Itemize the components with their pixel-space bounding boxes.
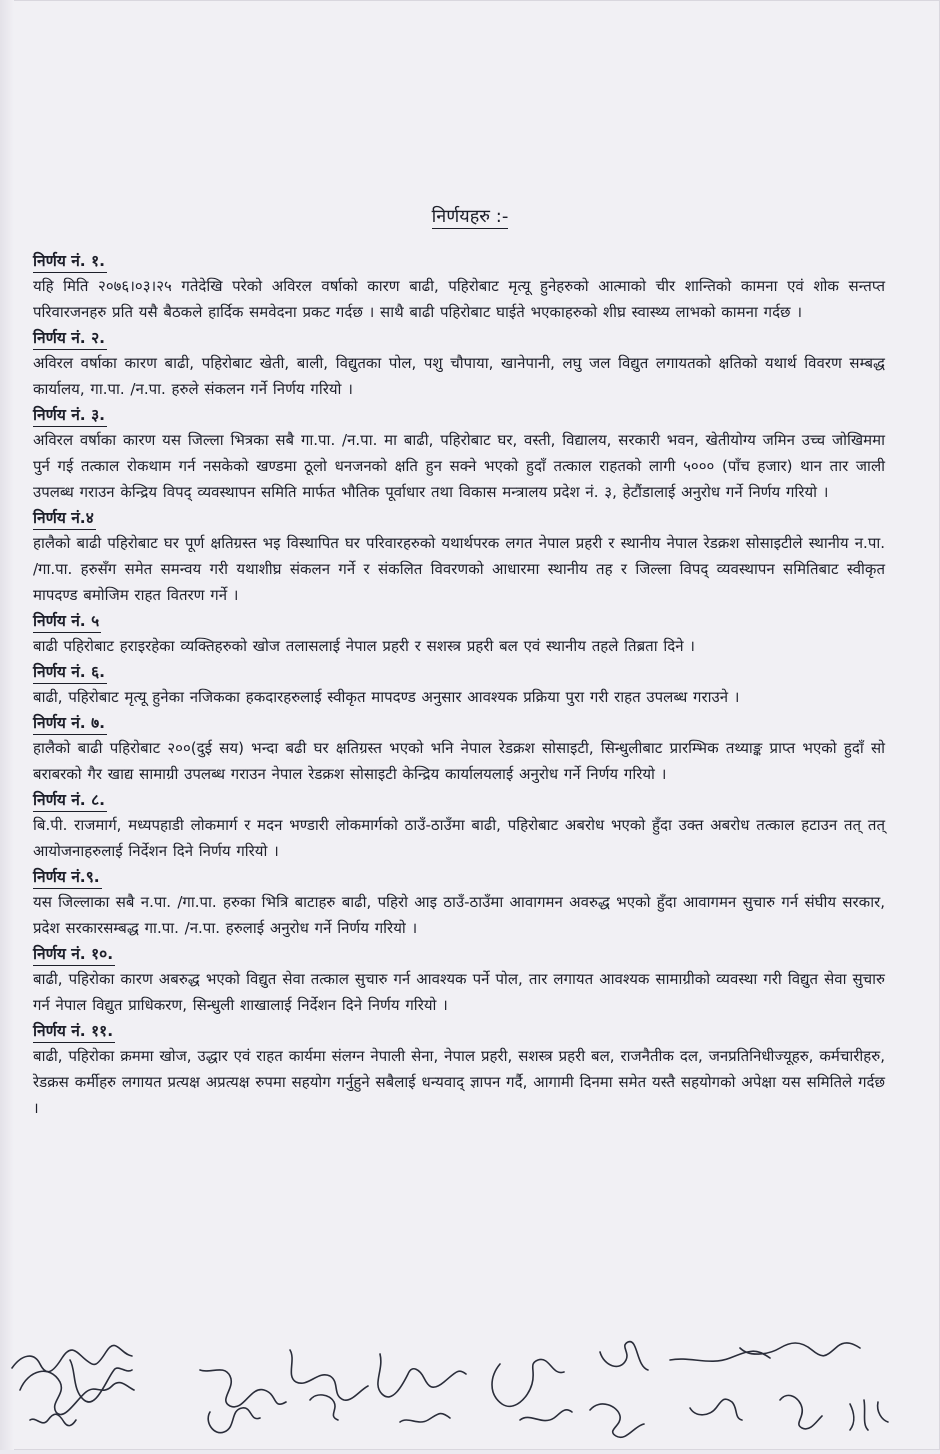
decision-title: निर्णय नं. १०. <box>33 943 115 966</box>
decisions-heading <box>0 204 940 228</box>
decision-body: बि.पी. राजमार्ग, मध्यपहाडी लोकमार्ग र मदन भण्डारी लोकमार्गको ठाउँ-ठाउँमा बाढी, पहिरोबाट अबरोध भएको हुँदा उक्त अबरोध तत्काल हटाउन तत् तत् आयोजनाहरुलाई निर्देशन दिने निर्णय गरियो । <box>33 816 885 860</box>
decision-item <box>33 610 885 659</box>
decision-body: बाढी, पहिरोका कारण अबरुद्ध भएको विद्युत सेवा तत्काल सुचारु गर्न आवश्यक पर्ने पोल, तार लगायत आवश्यक सामाग्रीको व्यवस्था गरी विद्युत सेवा सुचारु गर्न नेपाल विद्युत प्राधिकरण, सिन्धुली शाखालाई निर्देशन दिने निर्णय गरियो । <box>33 970 885 1014</box>
signatures-area <box>0 1330 940 1450</box>
decision-item <box>33 661 885 710</box>
decision-title: निर्णय नं. ८. <box>33 789 107 812</box>
decision-item <box>33 789 885 864</box>
decision-body: बाढी, पहिरोका क्रममा खोज, उद्धार एवं राहत कार्यमा संलग्न नेपाली सेना, नेपाल प्रहरी, सशस्त्र प्रहरी बल, राजनैतीक दल, जनप्रतिनिधीज्यूहरु, कर्मचारीहरु, रेडक्रस कर्मीहरु लगायत प्रत्यक्ष अप्रत्यक्ष रुपमा सहयोग गर्नुहुने सबैलाई धन्यवाद् ज्ञापन गर्दै, आगामी दिनमा समेत यस्तै सहयोगको अपेक्षा यस समितिले गर्दछ । <box>33 1047 885 1117</box>
decision-body: हालैको बाढी पहिरोबाट २००(दुई सय) भन्दा बढी घर क्षतिग्रस्त भएको भनि नेपाल रेडक्रश सोसाइटी, सिन्धुलीबाट प्रारम्भिक तथ्याङ्क प्राप्त भएको हुदाँ सो बराबरको गैर खाद्य सामाग्री उपलब्ध गराउन नेपाल रेडक्रश सोसाइटी केन्द्रिय कार्यालयलाई अनुरोध गर्ने निर्णय गरियो । <box>33 739 885 783</box>
decision-title: निर्णय नं. ३. <box>33 404 107 427</box>
decision-item <box>33 250 885 325</box>
decision-body: अविरल वर्षाका कारण यस जिल्ला भित्रका सबै गा.पा. /न.पा. मा बाढी, पहिरोबाट घर, वस्ती, विद्यालय, सरकारी भवन, खेतीयोग्य जमिन उच्च जोखिममा पुर्न गई तत्काल रोकथाम गर्न नसकेको खण्डमा ठूलो धनजनको क्षति हुन सक्ने भएको हुदाँ तत्काल राहतको लागी ५००० (पाँच हजार) थान तार जाली उपलब्ध गराउन केन्द्रिय विपद् व्यवस्थापन समिति मार्फत भौतिक पूर्वाधार तथा विकास मन्त्रालय प्रदेश नं. ३, हेटौंडालाई अनुरोध गर्ने निर्णय गरियो । <box>33 431 885 501</box>
decision-item <box>33 1020 885 1121</box>
decision-body: बाढी, पहिरोबाट मृत्यू हुनेका नजिकका हकदारहरुलाई स्वीकृत मापदण्ड अनुसार आवश्यक प्रक्रिया पुरा गरी राहत उपलब्ध गराउने । <box>33 688 740 706</box>
decision-title: निर्णय नं. ५ <box>33 610 101 633</box>
decision-item <box>33 866 885 941</box>
decision-item <box>33 327 885 402</box>
decision-title: निर्णय नं. २. <box>33 327 107 350</box>
decision-item <box>33 404 885 505</box>
decision-title: निर्णय नं.४ <box>33 507 96 530</box>
decision-title: निर्णय नं. ११. <box>33 1020 115 1043</box>
decision-title: निर्णय नं. ७. <box>33 712 107 735</box>
decision-body: यहि मिति २०७६।०३।२५ गतेदेखि परेको अविरल वर्षाको कारण बाढी, पहिरोबाट मृत्यू हुनेहरुको आत्माको चीर शान्तिको कामना एवं शोक सन्तप्त परिवारजनहरु प्रति यसै बैठकले हार्दिक समवेदना प्रकट गर्दछ । साथै बाढी पहिरोबाट घाईते भएकाहरुको शीघ्र स्वास्थ्य लाभको कामना गर्दछ । <box>33 277 885 321</box>
decision-title: निर्णय नं.९. <box>33 866 102 889</box>
decision-body: हालैको बाढी पहिरोबाट घर पूर्ण क्षतिग्रस्त भइ विस्थापित घर परिवारहरुको यथार्थपरक लगत नेपाल प्रहरी र स्थानीय नेपाल रेडक्रश सोसाइटीले स्थानीय न.पा. /गा.पा. हरुसँग समेत समन्वय गरी यथाशीघ्र संकलन गर्ने र संकलित विवरणको आधारमा स्थानीय तह र जिल्ला विपद् व्यवस्थापन समितिबाट स्वीकृत मापदण्ड बमोजिम राहत वितरण गर्ने । <box>33 534 885 604</box>
decision-body: अविरल वर्षाका कारण बाढी, पहिरोबाट खेती, बाली, विद्युतका पोल, पशु चौपाया, खानेपानी, लघु जल विद्युत लगायतको क्षतिको यथार्थ विवरण सम्बद्ध कार्यालय, गा.पा. /न.पा. हरुले संकलन गर्ने निर्णय गरियो । <box>33 354 885 398</box>
decision-item <box>33 943 885 1018</box>
decisions-list <box>33 250 885 1123</box>
decision-title: निर्णय नं. १. <box>33 250 107 273</box>
decisions-heading-text: निर्णयहरु :- <box>431 206 509 227</box>
corner-stamp-mark <box>790 0 880 8</box>
decision-item <box>33 507 885 608</box>
decision-title: निर्णय नं. ६. <box>33 661 107 684</box>
decision-item <box>33 712 885 787</box>
decision-body: यस जिल्लाका सबै न.पा. /गा.पा. हरुका भित्रि बाटाहरु बाढी, पहिरो आइ ठाउँ-ठाउँमा आवागमन अवरुद्ध भएको हुँदा आवागमन सुचारु गर्न संघीय सरकार, प्रदेश सरकारसम्बद्ध गा.पा. /न.पा. हरुलाई अनुरोध गर्ने निर्णय गरियो । <box>33 893 885 937</box>
handwritten-signatures <box>0 1330 940 1450</box>
decision-body: बाढी पहिरोबाट हराइरहेका व्यक्तिहरुको खोज तलासलाई नेपाल प्रहरी र सशस्त्र प्रहरी बल एवं स्थानीय तहले तिब्रता दिने । <box>33 637 695 655</box>
